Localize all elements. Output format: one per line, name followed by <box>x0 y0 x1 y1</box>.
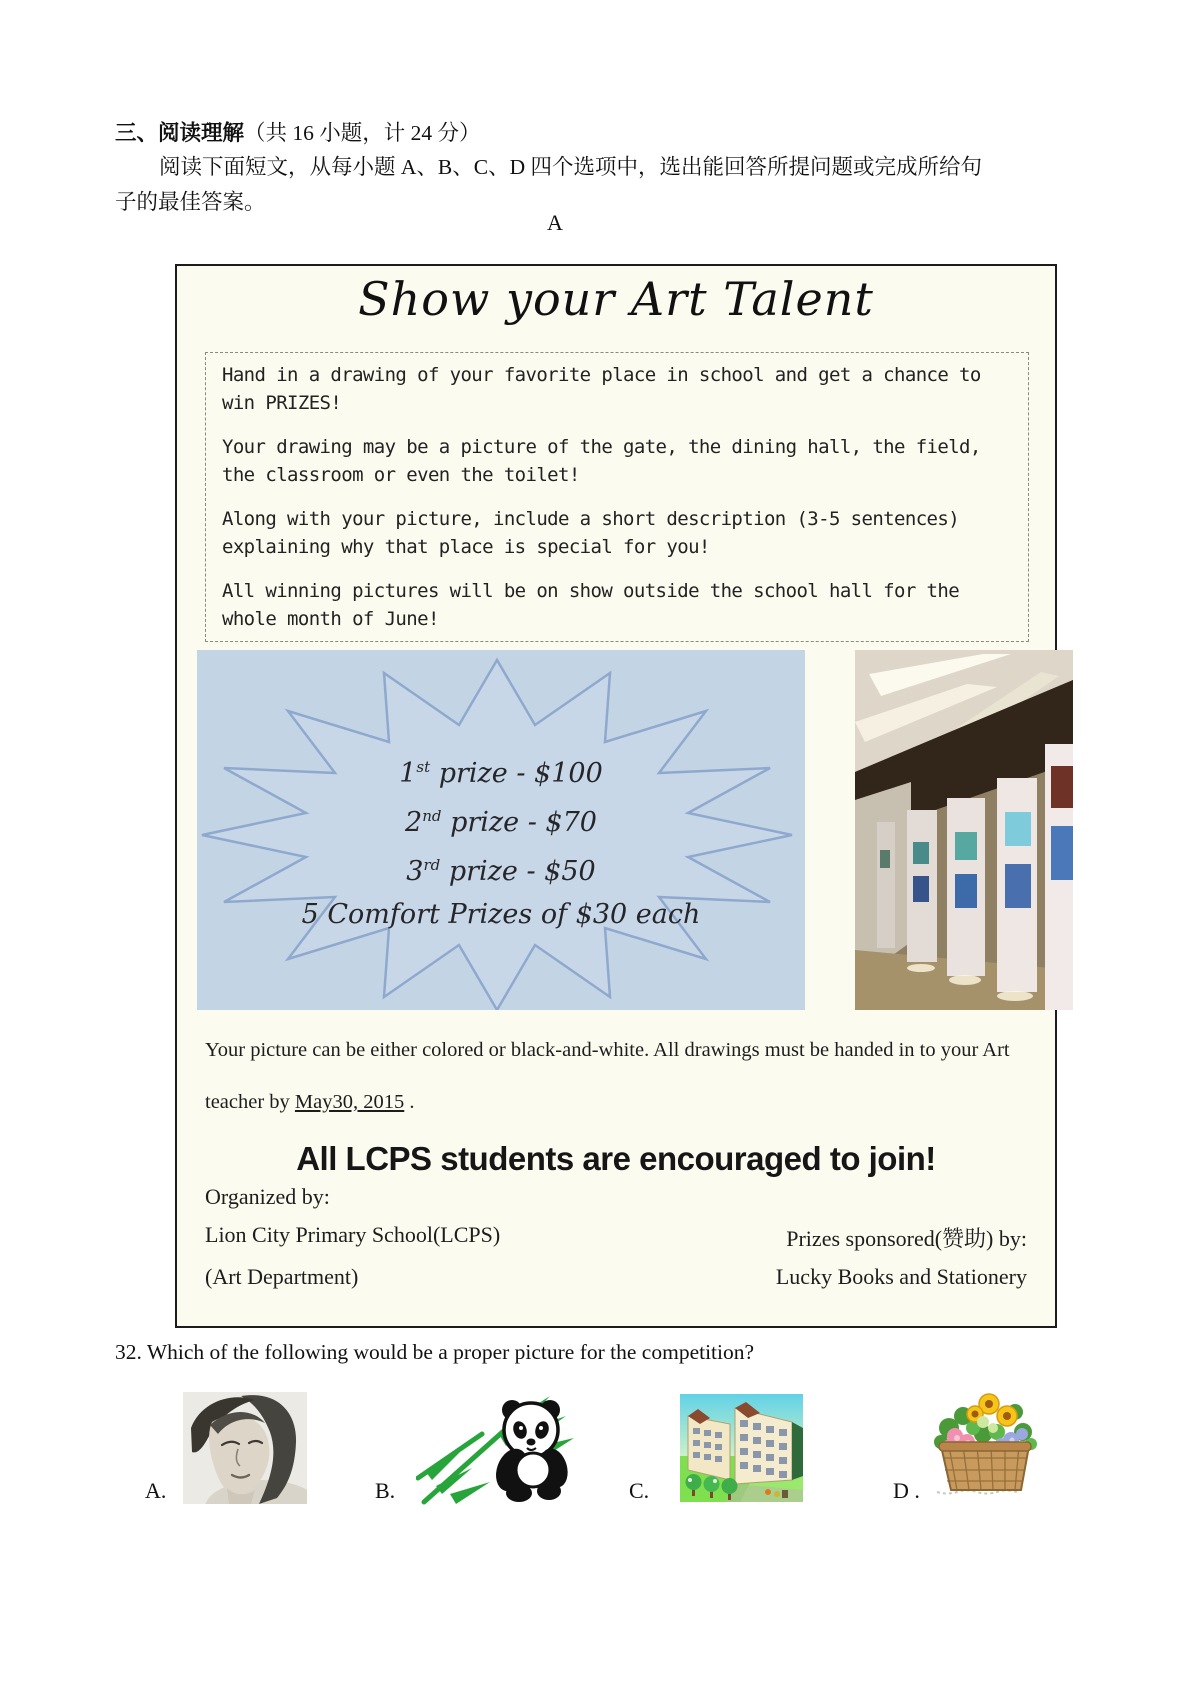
option-a-portrait-sketch-image <box>183 1392 307 1504</box>
credit-row-1 <box>205 1222 1027 1253</box>
section-title-note: （共 16 小题，计 24 分） <box>244 121 481 145</box>
organizer-name: Lion City Primary School(LCPS) <box>205 1222 501 1247</box>
rule-1: Hand in a drawing of your favorite place in school and get a chance to win PRIZES! <box>222 364 981 414</box>
option-a-label: A. <box>145 1478 167 1503</box>
prize-star-panel <box>197 650 805 1010</box>
third-prize: 3rd prize - $50 <box>406 856 596 887</box>
option-d-label: D . <box>893 1478 920 1503</box>
rule-3: Along with your picture, include a short description (3-5 sentences) explaining why that place is special for you! <box>222 508 960 558</box>
section-title: 三、阅读理解 <box>115 121 245 145</box>
option-b-panda-image <box>416 1390 584 1510</box>
first-prize: 1st prize - $100 <box>399 758 603 789</box>
poster-middle-row <box>197 650 1035 1010</box>
deadline-text: Your picture can be either colored or black-and-white. All drawings must be handed in to your Art teacher by May30, 2015 . <box>205 1039 1010 1113</box>
option-c-school-drawing-image <box>680 1394 803 1502</box>
poster-rules-box <box>205 352 1029 642</box>
section-header <box>115 116 481 147</box>
option-c-label: C. <box>629 1478 650 1503</box>
art-talent-poster <box>175 264 1057 1328</box>
poster-title: Show your Art Talent <box>358 272 874 326</box>
rule-2: Your drawing may be a picture of the gate, the dining hall, the field, the classroom or even the toilet! <box>222 436 981 486</box>
deadline-date: May30, 2015 <box>294 1091 405 1113</box>
exhibition-hallway-photo <box>855 650 1073 1010</box>
question-32: 32. Which of the following would be a proper picture for the competition? <box>115 1340 755 1364</box>
sponsor-name: Lucky Books and Stationery <box>775 1264 1027 1289</box>
passage-label: A <box>547 210 563 235</box>
organizer-dept: (Art Department) <box>205 1264 359 1289</box>
second-prize: 2nd prize - $70 <box>405 807 597 838</box>
credit-row-2 <box>205 1264 1027 1290</box>
option-b-label: B. <box>375 1478 396 1503</box>
comfort-prize: 5 Comfort Prizes of $30 each <box>301 899 701 930</box>
join-heading: All LCPS students are encouraged to join! <box>296 1140 936 1177</box>
sponsor-label: Prizes sponsored(赞助) by: <box>786 1226 1027 1251</box>
option-d-flower-basket-image <box>927 1388 1043 1498</box>
section-instructions: 阅读下面短文，从每小题 A、B、C、D 四个选项中，选出能回答所提问题或完成所给句子的最佳答案。 <box>115 155 982 214</box>
prize-list <box>197 746 805 936</box>
rule-4: All winning pictures will be on show outside the school hall for the whole month of June! <box>222 580 960 630</box>
organized-by-label: Organized by: <box>205 1184 330 1209</box>
